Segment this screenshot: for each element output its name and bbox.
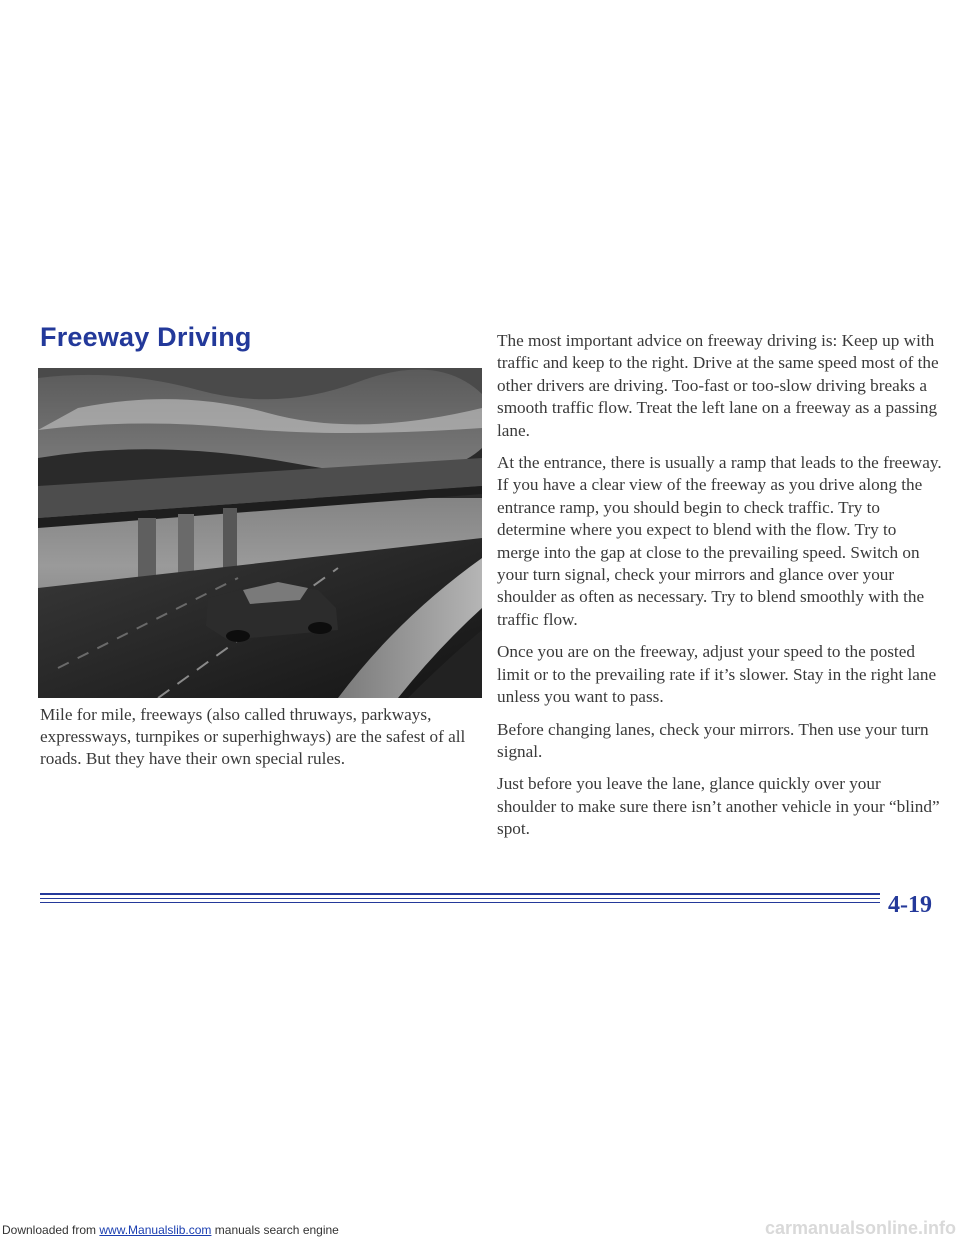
watermark: carmanualsonline.info — [764, 1218, 956, 1238]
page-footer-rule — [40, 893, 880, 913]
rule-line — [40, 893, 880, 895]
freeway-photo — [38, 368, 482, 698]
paragraph-changing-lanes: Before changing lanes, check your mirrors. Then use your turn signal. — [497, 719, 929, 761]
footer-suffix: manuals search engine — [211, 1223, 339, 1237]
paragraph-blind-spot: Just before you leave the lane, glance quickly over your shoulder to make sure there isn’t another vehicle in your “blind” spot. — [497, 774, 940, 839]
paragraph-entrance-ramp: At the entrance, there is usually a ramp that leads to the freeway. If you have a clear view of the freeway as you drive along the entrance ramp, you should begin to check traffic. Try to determine where you expect to blend with the flow. Try to merge into the gap at close to the prevailing speed. Switch on your turn signal, check your mirrors and glance over your shoulder as often as necessary. Try to blend smoothly with the traffic flow. — [497, 453, 942, 629]
footer-prefix: Downloaded from — [2, 1223, 100, 1237]
paragraph-traffic-advice: The most important advice on freeway driving is: Keep up with traffic and keep to the right. Drive at the same speed most of the other drivers are driving. Too-fast or too-slow driving breaks a smooth traffic flow. Treat the left lane on a freeway as a passing lane. — [497, 331, 939, 440]
page-number: 4-19 — [888, 892, 932, 918]
freeway-photo-illustration — [38, 368, 482, 698]
rule-line — [40, 898, 880, 899]
paragraph-adjust-speed: Once you are on the freeway, adjust your speed to the posted limit or to the prevailing rate if it’s slower. Stay in the right lane unless you want to pass. — [497, 642, 937, 707]
page-title: Freeway Driving — [40, 322, 252, 352]
download-footer — [2, 1223, 339, 1237]
rule-line — [40, 902, 880, 903]
intro-paragraph: Mile for mile, freeways (also called thruways, parkways, expressways, turnpikes or superhighways) are the safest of all roads. But they have their own special rules. — [40, 705, 466, 768]
right-column — [497, 330, 942, 851]
manualslib-link[interactable]: www.Manualslib.com — [99, 1223, 212, 1237]
